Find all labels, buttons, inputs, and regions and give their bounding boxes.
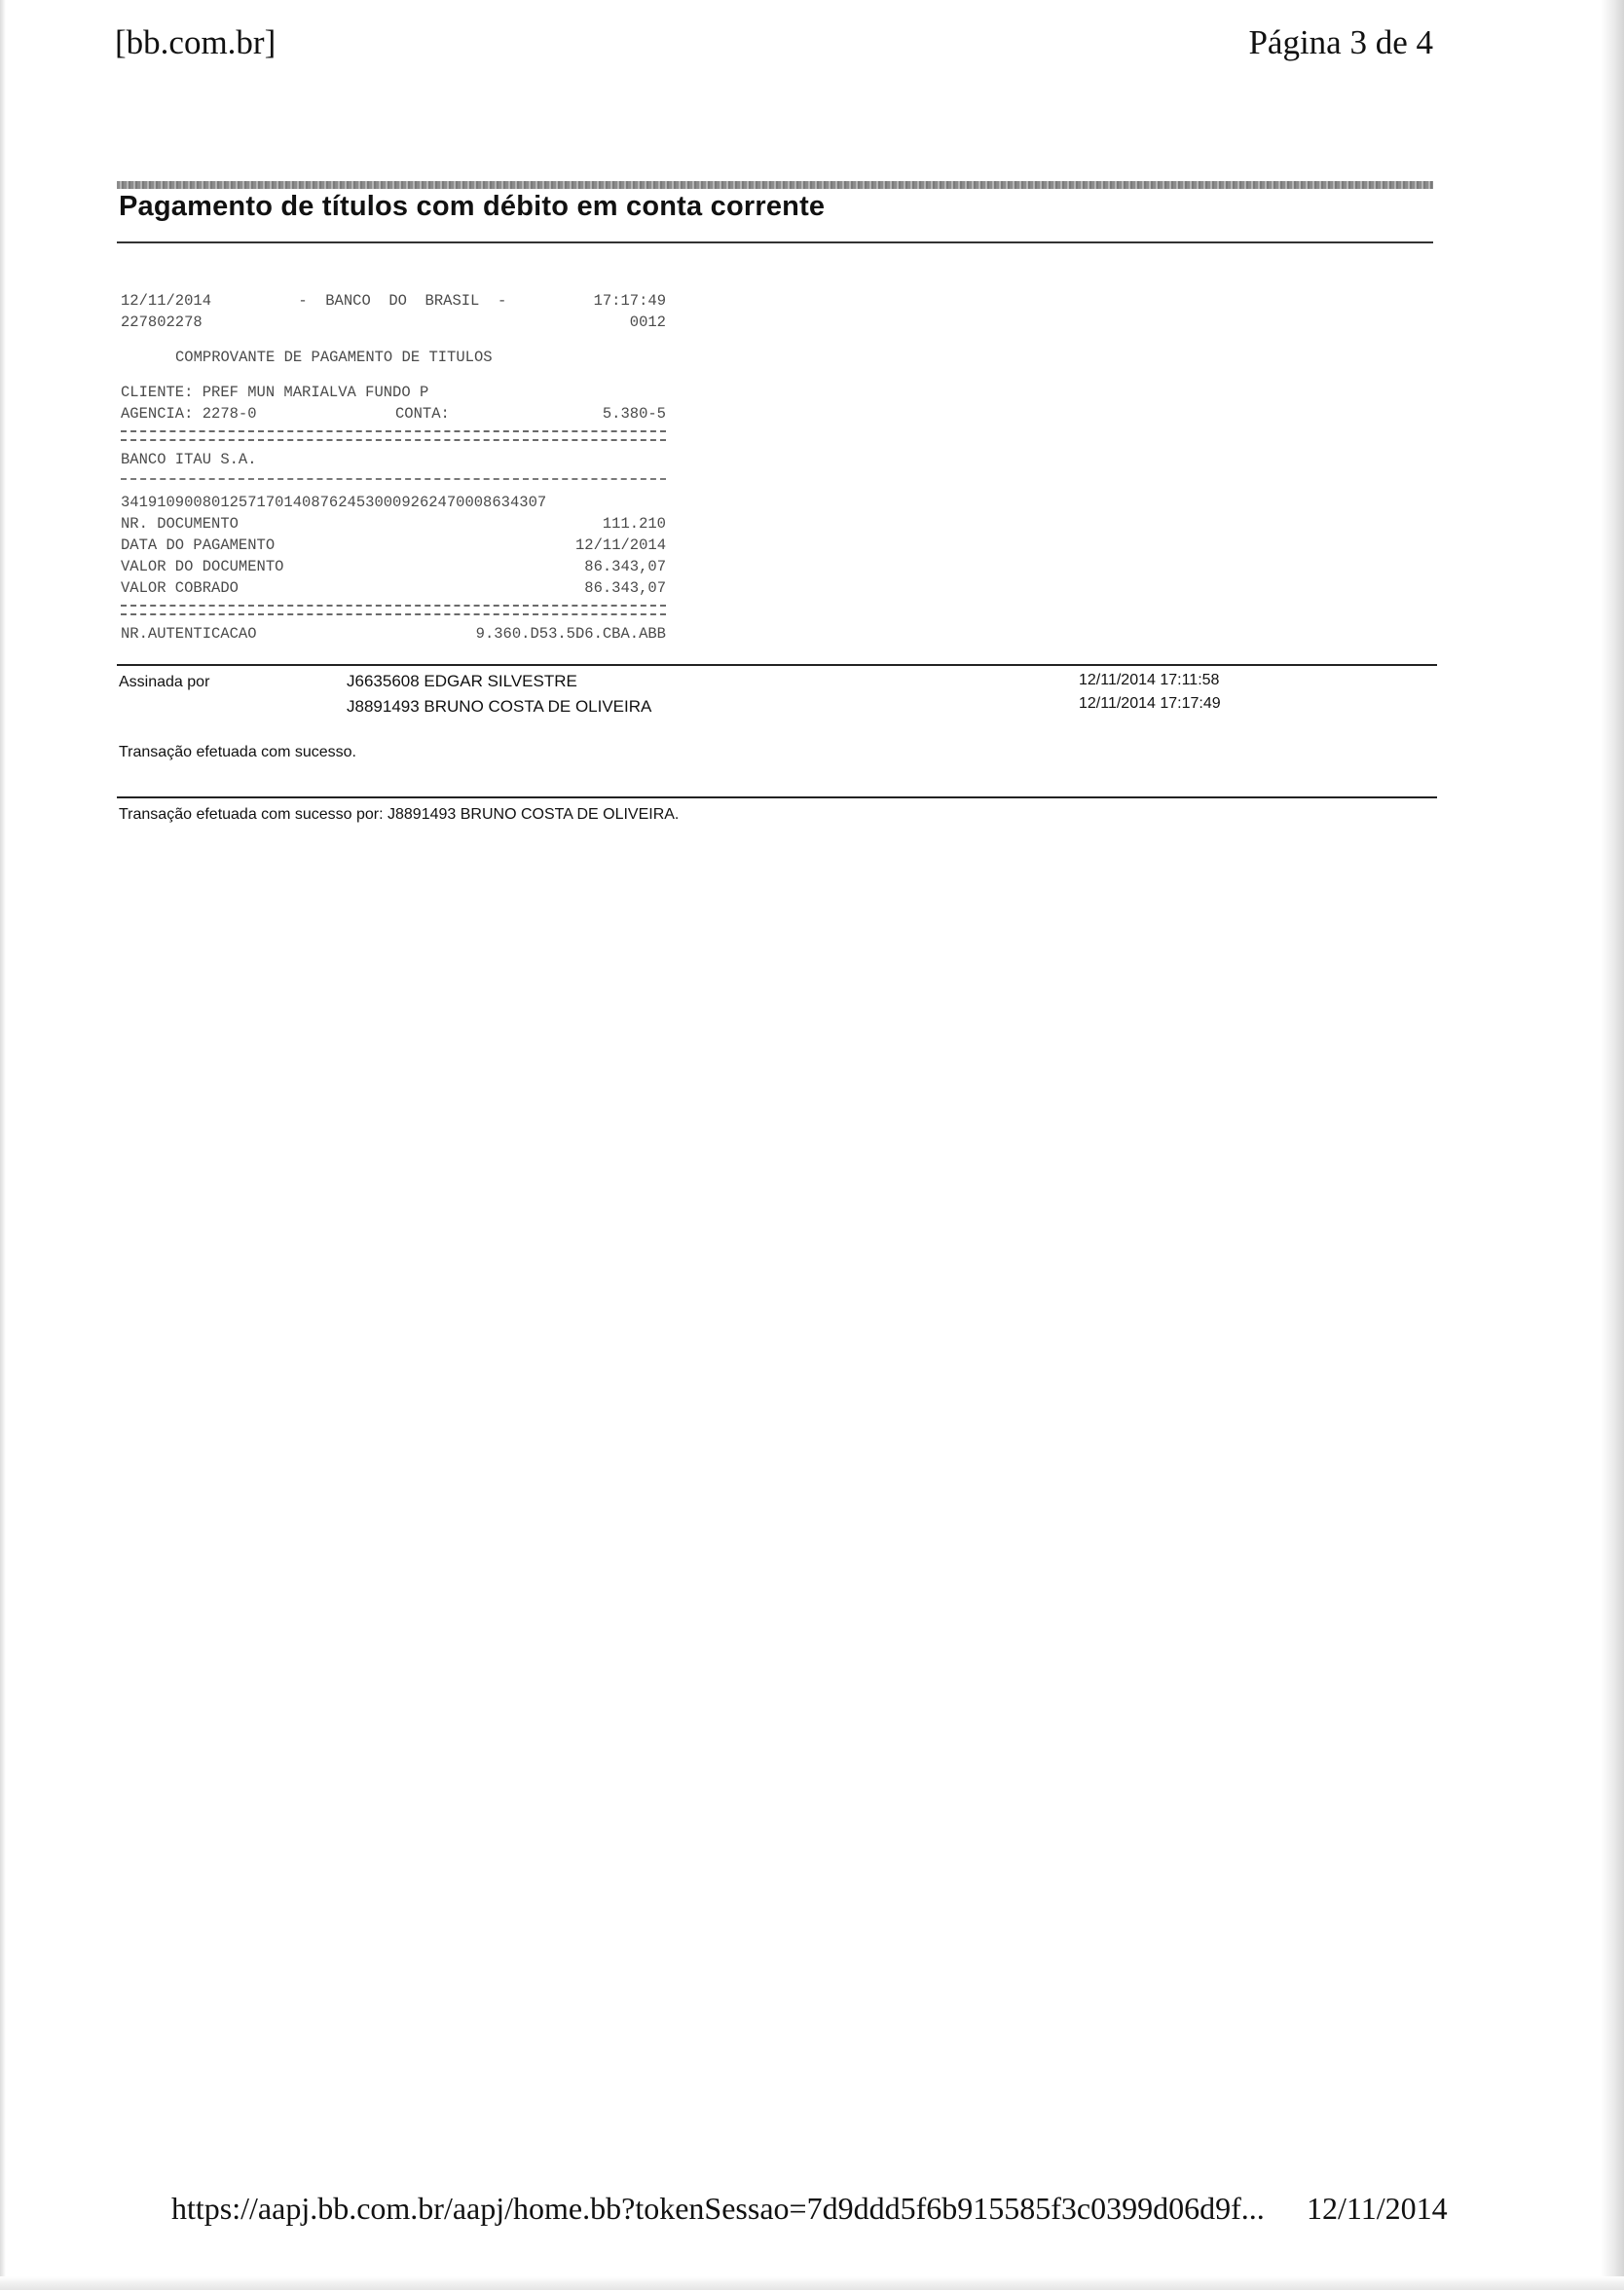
receipt-bank-header: - BANCO DO BRASIL - [298, 292, 507, 310]
receipt-terminal: 0012 [629, 314, 666, 331]
receipt-auth-label: NR.AUTENTICACAO [121, 625, 257, 643]
footer-transaction-status: Transação efetuada com sucesso por: J8891493 BRUNO COSTA DE OLIVEIRA. [119, 806, 680, 823]
receipt-row-label: VALOR COBRADO [121, 579, 239, 597]
receipt-code: 227802278 [121, 314, 203, 331]
signer-timestamp: 12/11/2014 17:17:49 [1079, 695, 1221, 712]
receipt-row-label: DATA DO PAGAMENTO [121, 536, 276, 554]
receipt-client-line [121, 382, 666, 403]
receipt-separator-double [121, 605, 666, 615]
receipt-heading-line [121, 347, 666, 368]
receipt-conta-value: 5.380-5 [602, 405, 666, 423]
receipt-row-value: 86.343,07 [584, 579, 666, 597]
scan-edge-right [1601, 0, 1624, 2290]
receipt-row [121, 556, 666, 577]
signer-name: J8891493 BRUNO COSTA DE OLIVEIRA [347, 697, 652, 716]
receipt-row [121, 513, 666, 535]
payment-receipt [121, 290, 666, 645]
receipt-time: 17:17:49 [593, 292, 666, 310]
receipt-row-value: 111.210 [602, 515, 666, 533]
receipt-row-value: 86.343,07 [584, 558, 666, 575]
receipt-auth-value: 9.360.D53.5D6.CBA.ABB [475, 625, 666, 643]
receipt-row [121, 577, 666, 599]
receipt-beneficiary-line [121, 449, 666, 470]
page-url: https://aapj.bb.com.br/aapj/home.bb?tokenSessao=7d9ddd5f6b915585f3c0399d06d9f... [171, 2191, 1265, 2226]
site-header: [bb.com.br] [115, 23, 277, 61]
scan-edge-bottom [0, 2276, 1624, 2290]
signed-by-label: Assinada por [119, 674, 210, 690]
footer-rule [117, 796, 1437, 798]
receipt-row [121, 535, 666, 556]
page-number: Página 3 de 4 [1248, 23, 1433, 61]
receipt-row-label: NR. DOCUMENTO [121, 515, 239, 533]
receipt-header-line [121, 290, 666, 312]
signer-timestamp: 12/11/2014 17:11:58 [1079, 672, 1220, 688]
page-title: Pagamento de títulos com débito em conta corrente [119, 191, 826, 222]
receipt-agencia: AGENCIA: 2278-0 [121, 405, 257, 423]
title-rule-bottom [117, 241, 1433, 243]
signature-rule [117, 664, 1437, 666]
receipt-row-value: 12/11/2014 [574, 536, 666, 554]
receipt-barcode-line [121, 492, 666, 513]
signer-name: J6635608 EDGAR SILVESTRE [347, 672, 577, 690]
receipt-separator-single [121, 478, 666, 480]
receipt-account-line [121, 403, 666, 425]
scan-edge-left [0, 0, 6, 2290]
receipt-heading: COMPROVANTE DE PAGAMENTO DE TITULOS [175, 349, 493, 366]
page-date: 12/11/2014 [1307, 2191, 1448, 2226]
receipt-code-line [121, 312, 666, 333]
receipt-client: CLIENTE: PREF MUN MARIALVA FUNDO P [121, 384, 429, 401]
receipt-separator-double [121, 430, 666, 441]
transaction-status: Transação efetuada com sucesso. [119, 744, 356, 760]
receipt-beneficiary-bank: BANCO ITAU S.A. [121, 451, 257, 468]
title-rule-top [117, 181, 1433, 189]
receipt-barcode: 34191090080125717014087624530009262470008634307 [121, 494, 547, 511]
receipt-row-label: VALOR DO DOCUMENTO [121, 558, 284, 575]
receipt-conta-label: CONTA: [395, 405, 450, 423]
receipt-date: 12/11/2014 [121, 292, 212, 310]
receipt-auth-line [121, 623, 666, 645]
